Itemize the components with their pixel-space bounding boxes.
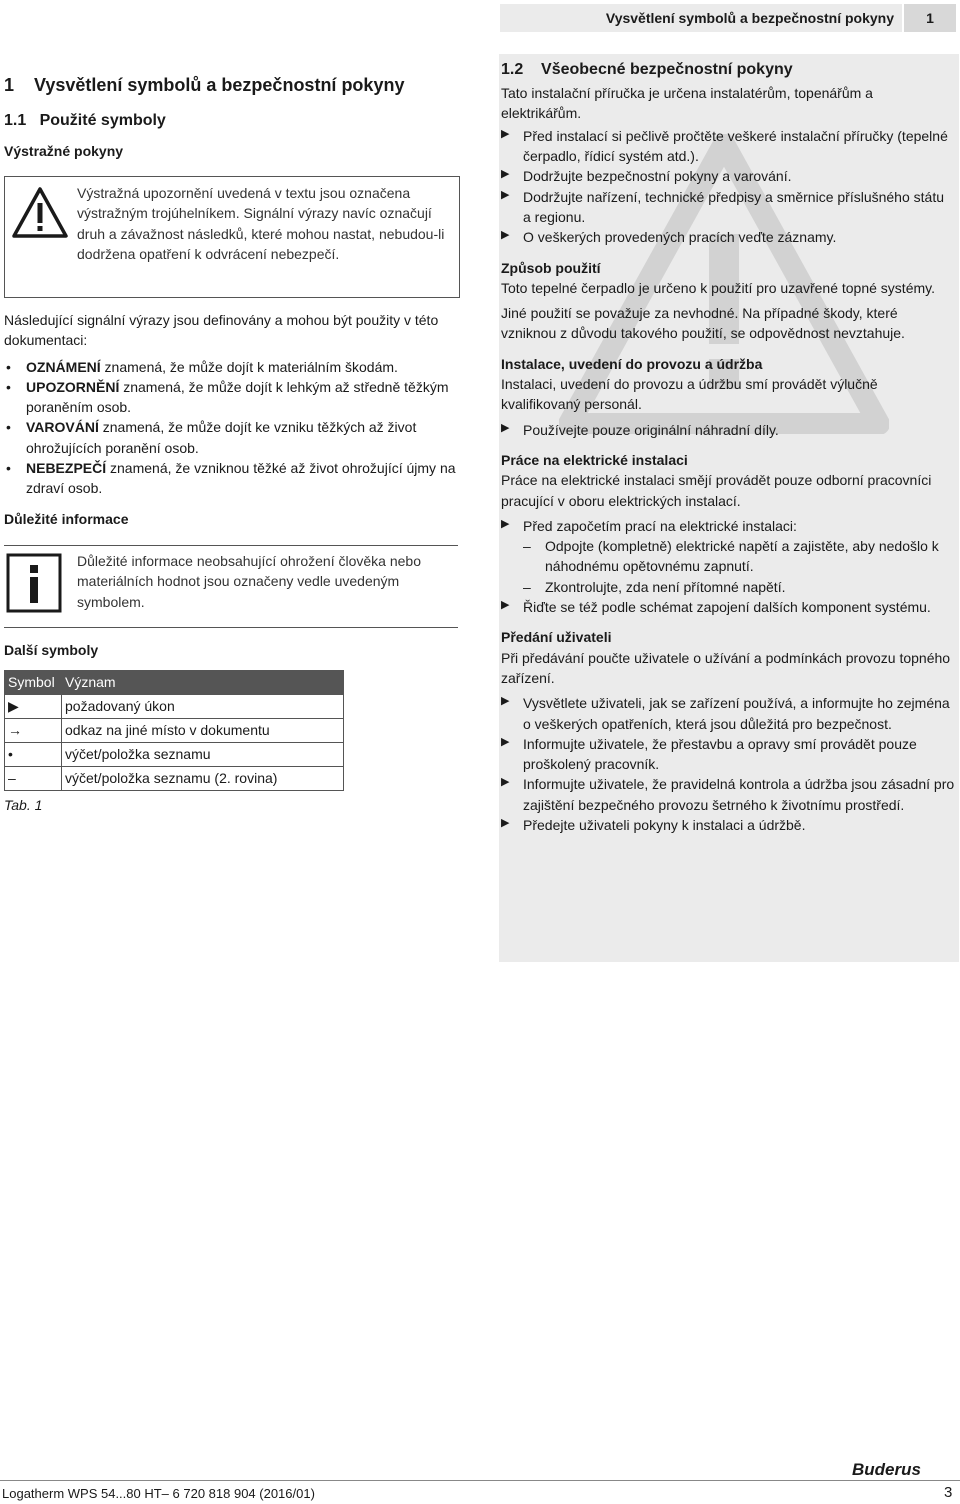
divider (4, 627, 458, 628)
table-caption: Tab. 1 (4, 797, 43, 813)
sub-list-item: – Odpojte (kompletně) elektrické napětí a zajistěte, aby nedošlo k náhodnému opětovnému zapnutí. (523, 538, 939, 575)
list-item: ▶ Dodržujte bezpečnostní pokyny a varování. (501, 168, 792, 185)
table-row (5, 719, 344, 743)
table-cell-symbol: • (5, 743, 62, 767)
info-heading: Důležité informace (4, 510, 129, 527)
divider (4, 545, 458, 546)
table-cell-meaning: výčet/položka seznamu (62, 743, 344, 767)
intro-text: Tato instalační příručka je určena instalatérům, topenářům a elektrikářům. (501, 85, 873, 122)
table-row (5, 695, 344, 719)
warning-box-text: Výstražná upozornění uvedená v textu jsou označena výstražným trojúhelníkem. Signální výrazy navíc označují druh a závažnost následků, které mohou nastat, nebudou-li dodržena opatření k odvrácení nebezpečí. (77, 185, 445, 262)
left-column (4, 72, 464, 162)
list-item: ▶ Dodržujte nařízení, technické předpisy a směrnice příslušného státu a regionu. (501, 188, 944, 225)
table-cell-symbol: → (5, 719, 62, 743)
table-row (5, 767, 344, 791)
page-header-bar (500, 4, 902, 32)
list-item: ▶ Před instalací si pečlivě pročtěte veškeré instalační příručky (tepelné čerpadlo, řídicí systém atd.). (501, 127, 948, 165)
list-item: ▶ O veškerých provedených pracích veďte záznamy. (501, 229, 837, 246)
warning-triangle-icon (11, 185, 69, 241)
list-item: ▶ Používejte pouze originální náhradní díly. (501, 421, 779, 438)
usage-heading: Způsob použití (501, 259, 601, 276)
list-item: ▶ Informujte uživatele, že pravidelná kontrola a údržba jsou zásadní pro zajištění bezpečného provozu šetrného k životnímu prostředí. (501, 776, 955, 813)
brand-logo: Buderus (852, 1460, 921, 1479)
install-heading: Instalace, uvedení do provozu a údržba (501, 355, 763, 372)
list-item: • NEBEZPEČÍ znamená, že vzniknou těžké až život ohrožující újmy na zdraví osob. (6, 460, 456, 497)
list-item: • UPOZORNĚNÍ znamená, že může dojít k lehkým až středně těžkým poraněním osob. (6, 378, 449, 416)
table-header-cell: Význam (62, 671, 344, 695)
list-item: ▶ Informujte uživatele, že přestavbu a opravy smí provádět pouze proškolený pracovník. (501, 735, 917, 773)
table-header-cell: Symbol (5, 671, 62, 695)
safety-panel (499, 54, 959, 962)
table-row (5, 743, 344, 767)
signal-intro: Následující signální výrazy jsou definovány a mohou být použity v této dokumentaci: (4, 312, 439, 349)
list-item: • OZNÁMENÍ znamená, že může dojít k materiálním škodám. (6, 358, 398, 375)
electric-text: Práce na elektrické instalaci smějí provádět pouze odborní pracovníci pracující v oboru elektrických instalací. (501, 472, 932, 509)
list-item: ▶ Řiďte se též podle schémat zapojení dalších komponent systému. (501, 599, 931, 616)
table-cell-meaning: odkaz na jiné místo v dokumentu (62, 719, 344, 743)
list-item: ▶ Před započetím prací na elektrické instalaci: (501, 517, 797, 534)
header-page-tab: 1 (904, 4, 956, 32)
page-number: 3 (944, 1484, 953, 1501)
header-title: Vysvětlení symbolů a bezpečnostní pokyny (605, 10, 894, 26)
footer-doc-info: Logatherm WPS 54...80 HT– 6 720 818 904 (2016/01) (2, 1486, 315, 1501)
symbols-table (4, 670, 344, 791)
table-cell-meaning: požadovaný úkon (62, 695, 344, 719)
list-item: • VAROVÁNÍ znamená, že může dojít ke vzniku těžkých až život ohrožujících poranění osob. (6, 419, 417, 456)
footer-divider (0, 1480, 960, 1481)
list-item: ▶ Předejte uživateli pokyny k instalaci a údržbě. (501, 816, 806, 833)
other-symbols-heading: Další symboly (4, 642, 99, 658)
usage-text: Jiné použití se považuje za nevhodné. Na případné škody, které vzniknou z důvodu takového použití, se odpovědnost nevztahuje. (501, 305, 905, 342)
chapter-title: 1 Vysvětlení symbolů a bezpečnostní pokyny (4, 75, 405, 95)
table-cell-symbol: ▶ (5, 695, 62, 719)
list-item: ▶ Vysvětlete uživateli, jak se zařízení používá, a informujte ho zejména o veškerých opatřeních, která jsou důležitá pro bezpečnost. (501, 695, 950, 732)
handover-text: Při předávání poučte uživatele o užívání a podmínkách provozu topného zařízení. (501, 649, 951, 686)
install-text: Instalaci, uvedení do provozu a údržbu smí provádět výlučně kvalifikovaný personál. (501, 376, 878, 413)
section-title-1-2: 1.2 Všeobecné bezpečnostní pokyny (501, 61, 793, 78)
table-header-row (5, 671, 344, 695)
warning-box (4, 176, 460, 298)
safety-content (501, 58, 955, 835)
info-text: Důležité informace neobsahující ohrožení člověka nebo materiálních hodnot jsou označeny vedle uvedeným symbolem. (77, 553, 421, 610)
info-icon (6, 553, 62, 613)
table-cell-symbol: – (5, 767, 62, 791)
warning-heading: Výstražné pokyny (4, 143, 124, 160)
table-cell-meaning: výčet/položka seznamu (2. rovina) (62, 767, 344, 791)
usage-text: Toto tepelné čerpadlo je určeno k použití pro uzavřené topné systémy. (501, 279, 935, 296)
electric-heading: Práce na elektrické instalaci (501, 451, 688, 468)
section-title-1-1: 1.1 Použité symboly (4, 112, 166, 130)
handover-heading: Předání uživateli (501, 629, 612, 646)
sub-list-item: – Zkontrolujte, zda není přítomné napětí. (523, 578, 786, 595)
signal-words-block (4, 310, 460, 529)
